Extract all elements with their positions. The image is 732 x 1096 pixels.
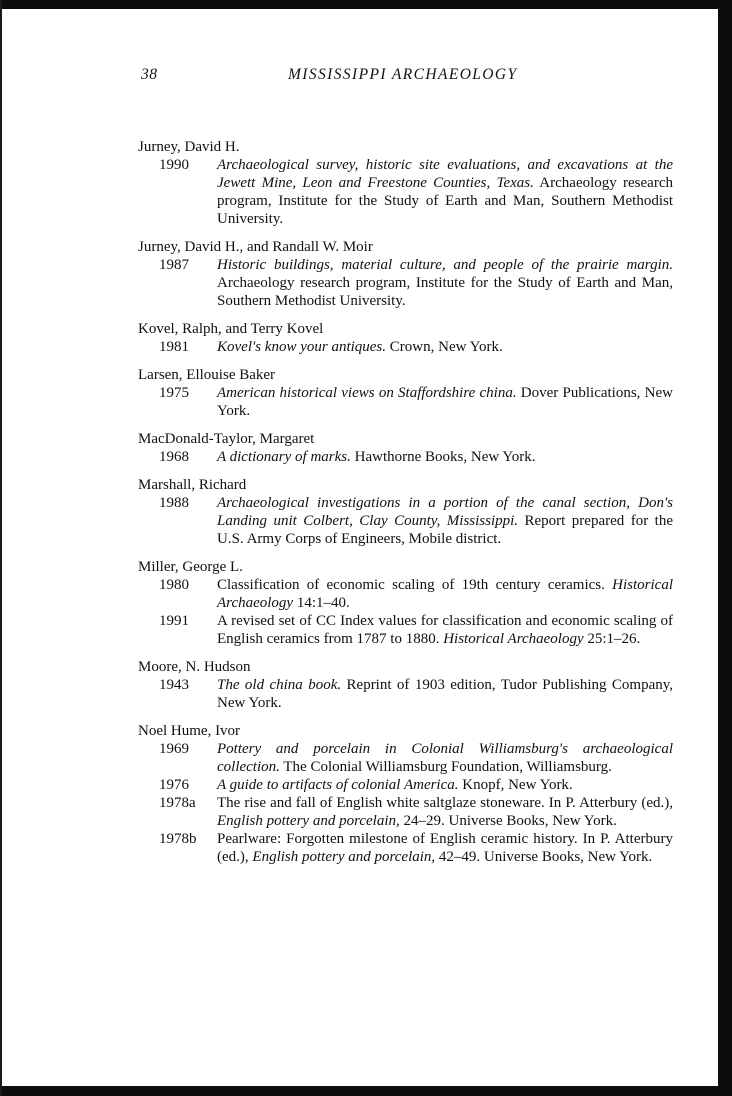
reference-entry [138,430,673,466]
reference-citation [217,338,673,356]
scan-edge-left [0,0,2,1096]
citation-title: A guide to artifacts of colonial America. [217,777,459,793]
citation-title: Kovel's know your antiques. [217,339,387,355]
citation-title: The old china book. [217,677,342,693]
reference-author: Kovel, Ralph, and Terry Kovel [138,321,324,337]
reference-citation [217,384,673,420]
citation-title: Archaeological investigations in a portion of the canal section, Don's Landing unit Colbert, Clay County, Mississippi. [217,495,673,529]
citation-details: Report prepared for the U.S. Army Corps of Engineers, Mobile district. [217,513,673,547]
citation-details: Archaeology research program, Institute for the Study of Earth and Man, Southern Methodist University. [217,175,673,227]
reference-item [138,676,673,712]
reference-entry [138,238,673,310]
reference-author: Miller, George L. [138,559,243,575]
reference-item [138,384,673,420]
reference-citation [217,448,673,466]
reference-item [138,612,673,648]
scan-edge-top [0,0,732,9]
reference-item [138,776,673,794]
reference-item [138,448,673,466]
reference-citation [217,494,673,548]
reference-item [138,740,673,776]
citation-text: Classification of economic scaling of 19th century ceramics. [217,577,613,593]
reference-entry [138,558,673,648]
citation-title: American historical views on Staffordshire china. [217,385,517,401]
reference-author: Marshall, Richard [138,477,247,493]
citation-title: Archaeological survey, historic site evaluations, and excavations at the Jewett Mine, Leon and Freestone Counties, Texas. [217,157,673,191]
reference-citation [217,156,673,228]
citation-details: 25:1–26. [583,631,641,647]
reference-year: 1978b [159,831,197,847]
reference-citation [217,576,673,612]
citation-title: Historical Archaeology [217,577,673,611]
reference-item [138,576,673,612]
reference-citation [217,830,673,866]
citation-title: Pottery and porcelain in Colonial Williamsburg's archaeological collection. [217,741,673,775]
citation-title: A dictionary of marks. [217,449,351,465]
reference-entry [138,138,673,228]
reference-author: Larsen, Ellouise Baker [138,367,276,383]
citation-details: Crown, New York. [386,339,503,355]
reference-author: Jurney, David H., and Randall W. Moir [138,239,373,255]
citation-text: Pearlware: Forgotten milestone of English ceramic history. In P. Atterbury (ed.), [217,831,673,865]
reference-citation [217,740,673,776]
citation-details: The Colonial Williamsburg Foundation, Williamsburg. [279,759,612,775]
citation-details: 14:1–40. [293,595,350,611]
citation-title: Historical Archaeology [443,631,584,647]
citation-text: The rise and fall of English white saltglaze stoneware. In P. Atterbury (ed.), [217,795,673,811]
reference-author: Moore, N. Hudson [138,659,251,675]
scan-edge-bottom [0,1086,732,1096]
reference-item [138,156,673,228]
reference-year: 1991 [159,613,189,629]
citation-details: Archaeology research program, Institute for the Study of Earth and Man, Southern Methodist University. [217,275,673,309]
citation-details: 24–29. Universe Books, New York. [399,813,617,829]
reference-citation [217,794,673,830]
reference-entry [138,320,673,356]
reference-year: 1980 [159,577,189,593]
citation-title: English pottery and porcelain, [217,813,400,829]
citation-details: Reprint of 1903 edition, Tudor Publishing Company, New York. [217,677,674,711]
reference-year: 1990 [159,157,189,173]
reference-entry [138,476,673,548]
reference-author: MacDonald-Taylor, Margaret [138,431,315,447]
reference-citation [217,612,673,648]
citation-text: A revised set of CC Index values for classification and economic scaling of English ceramics from 1787 to 1880. [217,613,673,647]
reference-year: 1943 [159,677,189,693]
reference-year: 1981 [159,339,189,355]
reference-entry [138,366,673,420]
citation-details: Knopf, New York. [458,777,573,793]
reference-year: 1988 [159,495,189,511]
page-header [0,66,718,90]
reference-year: 1987 [159,257,189,273]
reference-item [138,794,673,830]
page-number: 38 [141,66,158,83]
reference-citation [217,256,673,310]
reference-citation [217,676,673,712]
citation-details: Hawthorne Books, New York. [350,449,536,465]
citation-title: Historic buildings, material culture, and people of the prairie margin. [217,257,673,273]
running-head: MISSISSIPPI ARCHAEOLOGY [288,66,518,83]
reference-list [138,138,673,876]
citation-title: English pottery and porcelain, [252,849,436,865]
reference-citation [217,776,673,794]
citation-details: Dover Publications, New York. [217,385,673,419]
reference-year: 1976 [159,777,189,793]
reference-year: 1969 [159,741,189,757]
reference-entry [138,722,673,866]
reference-year: 1975 [159,385,189,401]
reference-item [138,830,673,866]
reference-author: Jurney, David H. [138,139,240,155]
reference-entry [138,658,673,712]
citation-details: 42–49. Universe Books, New York. [435,849,653,865]
reference-item [138,256,673,310]
reference-year: 1968 [159,449,189,465]
reference-item [138,494,673,548]
scan-edge-right [718,0,732,1096]
reference-year: 1978a [159,795,196,811]
reference-author: Noel Hume, Ivor [138,723,241,739]
reference-item [138,338,673,356]
